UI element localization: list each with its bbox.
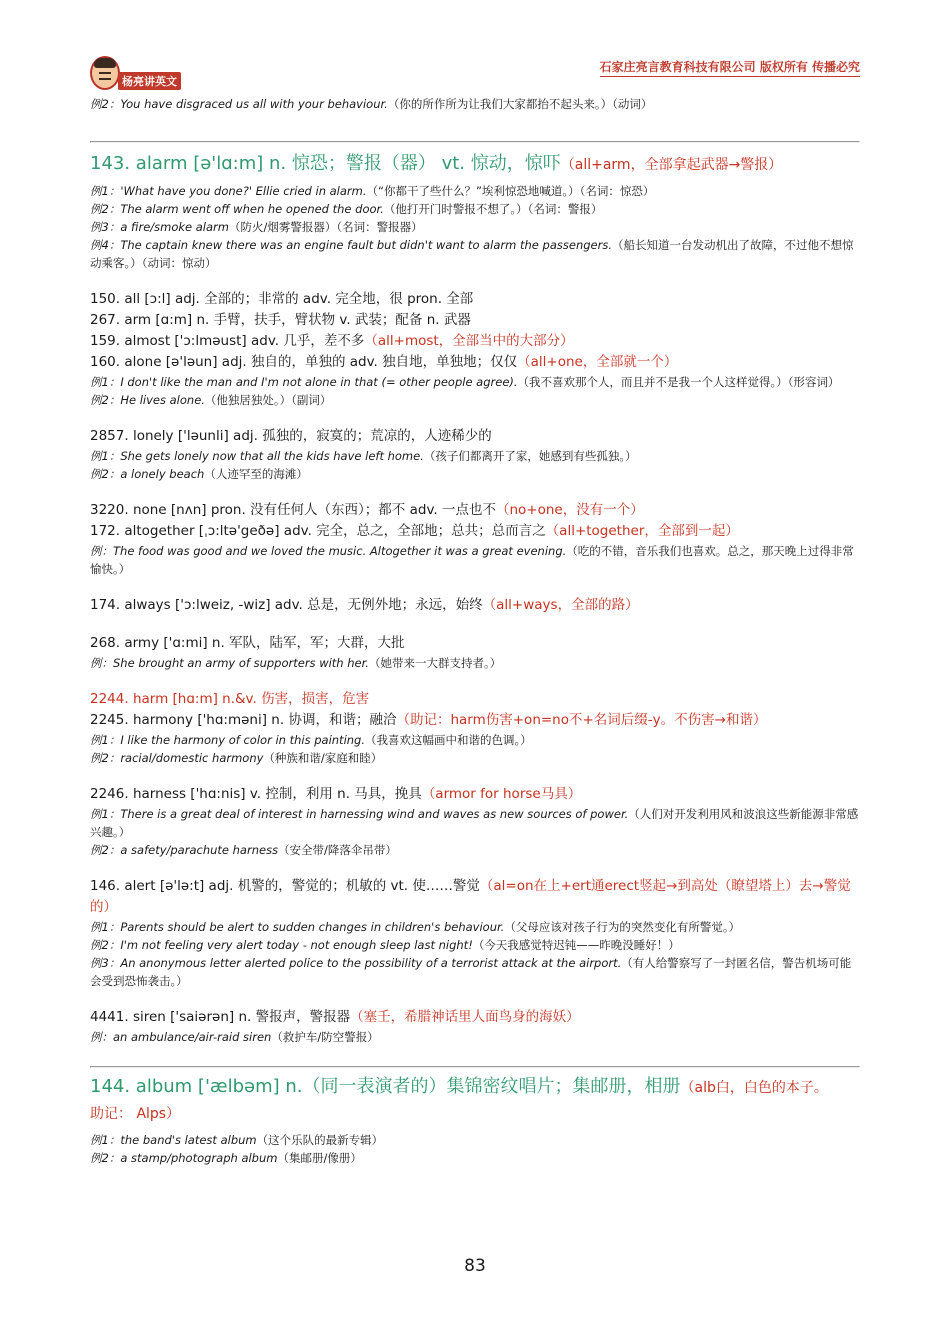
logo-text: 杨亮讲英文 (118, 72, 181, 90)
entry-174: 174. always ['ɔ:lweiz, -wiz] adv. 总是，无例外地；永远，始终（all+ways，全部的路） (90, 597, 639, 613)
brand-logo (90, 56, 188, 92)
entry-160: 160. alone [ə'ləun] adj. 独自的，单独的 adv. 独自地，单独地；仅仅（all+one，全部就一个） (90, 354, 678, 370)
example-line: 例2：He lives alone.（他独居独处。）（副词） (90, 393, 332, 407)
entry-3220: 3220. none [nʌn] pron. 没有任何人（东西）；都不 adv. 一点也不（no+one，没有一个） (90, 502, 644, 518)
entry-146: 146. alert [ə'lə:t] adj. 机警的，警觉的；机敏的 vt. 使……警觉（al=on在上+ert通erect竖起→到高处（瞭望塔上）去→警觉的） (90, 878, 851, 915)
entry-2244: 2244. harm [hɑ:m] n.&v. 伤害，损害，危害 (90, 691, 370, 707)
example-line: 例2：a lonely beach（人迹罕至的海滩） (90, 467, 308, 481)
example-line: 例2：The alarm went off when he opened the door.（他打开门时警报不想了。）（名词：警报） (90, 202, 603, 216)
example-line: 例：an ambulance/air-raid siren（救护车/防空警报） (90, 1030, 379, 1044)
company-copyright: 石家庄亮言教育科技有限公司 版权所有 传播必究 (600, 58, 860, 77)
headword-144-mnemonic: 助记： Alps） (90, 1106, 181, 1122)
example-line: 例3：a fire/smoke alarm（防火/烟雾警报器）（名词：警报器） (90, 220, 423, 234)
example-line: 例2：racial/domestic harmony（种族和谐/家庭和睦） (90, 751, 383, 765)
example-line: 例2：You have disgraced us all with your behaviour.（你的所作所为让我们大家都抬不起头来。）（动词） (90, 97, 653, 111)
entry-2857: 2857. lonely ['ləunli] adj. 孤独的，寂寞的；荒凉的，人迹稀少的 (90, 428, 492, 444)
example-line: 例2：a safety/parachute harness（安全带/降落伞吊带） (90, 843, 397, 857)
example-line: 例2：a stamp/photograph album（集邮册/像册） (90, 1151, 362, 1165)
page-content (90, 94, 860, 1167)
example-line: 例3：An anonymous letter alerted police to the possibility of a terrorist attack at the airport.（有人给警察写了一封匿名信，警告机场可能会受到恐怖袭击。） (90, 956, 852, 988)
entry-159: 159. almost ['ɔ:lməust] adv. 几乎，差不多（all+most，全部当中的大部分） (90, 333, 574, 349)
example-line: 例1：'What have you done?' Ellie cried in alarm.（“你都干了些什么？”埃利惊恐地喊道。）（名词：惊恐） (90, 184, 655, 198)
page-number: 83 (464, 1256, 486, 1276)
example-line: 例2：I'm not feeling very alert today - not enough sleep last night!（今天我感觉特迟钝——昨晚没睡好！） (90, 938, 680, 952)
example-line: 例1：I don't like the man and I'm not alone in that (= other people agree).（我不喜欢那个人，而且并不是我一个人这样觉得。）（形容词） (90, 375, 840, 389)
entry-2245: 2245. harmony ['hɑ:məni] n. 协调，和谐；融洽（助记：harm伤害+on=no不+名词后缀-y。不伤害→和谐） (90, 712, 767, 728)
entry-268: 268. army ['ɑ:mi] n. 军队，陆军，军；大群，大批 (90, 635, 405, 651)
example-line: 例1：I like the harmony of color in this painting.（我喜欢这幅画中和谐的色调。） (90, 733, 532, 747)
entry-4441: 4441. siren ['saiərən] n. 警报声，警报器（塞壬，希腊神话里人面鸟身的海妖） (90, 1009, 580, 1025)
example-line: 例：The food was good and we loved the music. Altogether it was a great evening.（吃的不错，音乐我们也喜欢。总之，那天晚上过得非常愉快。） (90, 544, 854, 576)
headword-144: 144. album ['ælbəm] n.（同一表演者的）集锦密纹唱片；集邮册，相册（alb白，白色的本子。 (90, 1076, 828, 1097)
headword-143: 143. alarm [ə'lɑ:m] n. 惊恐；警报（器） vt. 惊动，惊吓（all+arm，全部拿起武器→警报） (90, 153, 783, 174)
entry-267: 267. arm [ɑ:m] n. 手臂，扶手，臂状物 v. 武装；配备 n. 武器 (90, 312, 471, 328)
example-line: 例：She brought an army of supporters with her.（她带来一大群支持者。） (90, 656, 502, 670)
example-line: 例1：There is a great deal of interest in harnessing wind and waves as new sources of power.（人们对开发利用风和波浪这些新能源非常感兴趣。） (90, 807, 859, 839)
entry-172: 172. altogether [ˌɔ:ltə'geðə] adv. 完全，总之，全部地；总共；总而言之（all+together，全部到一起） (90, 523, 739, 539)
example-line: 例1：She gets lonely now that all the kids have left home.（孩子们都离开了家，她感到有些孤独。） (90, 449, 637, 463)
entry-2246: 2246. harness ['hɑ:nis] v. 控制，利用 n. 马具，挽具（armor for horse马具） (90, 786, 582, 802)
example-line: 例1：Parents should be alert to sudden changes in children's behaviour.（父母应该对孩子行为的突然变化有所警觉。） (90, 920, 741, 934)
teacher-avatar-icon (90, 56, 120, 90)
example-line: 例4：The captain knew there was an engine fault but didn't want to alarm the passengers.（船长知道一台发动机出了故障，不过他不想惊动乘客。）（动词：惊动） (90, 238, 854, 270)
entry-150: 150. all [ɔ:l] adj. 全部的；非常的 adv. 完全地，很 pron. 全部 (90, 291, 474, 307)
example-line: 例1：the band's latest album（这个乐队的最新专辑） (90, 1133, 384, 1147)
page-header (90, 48, 860, 94)
